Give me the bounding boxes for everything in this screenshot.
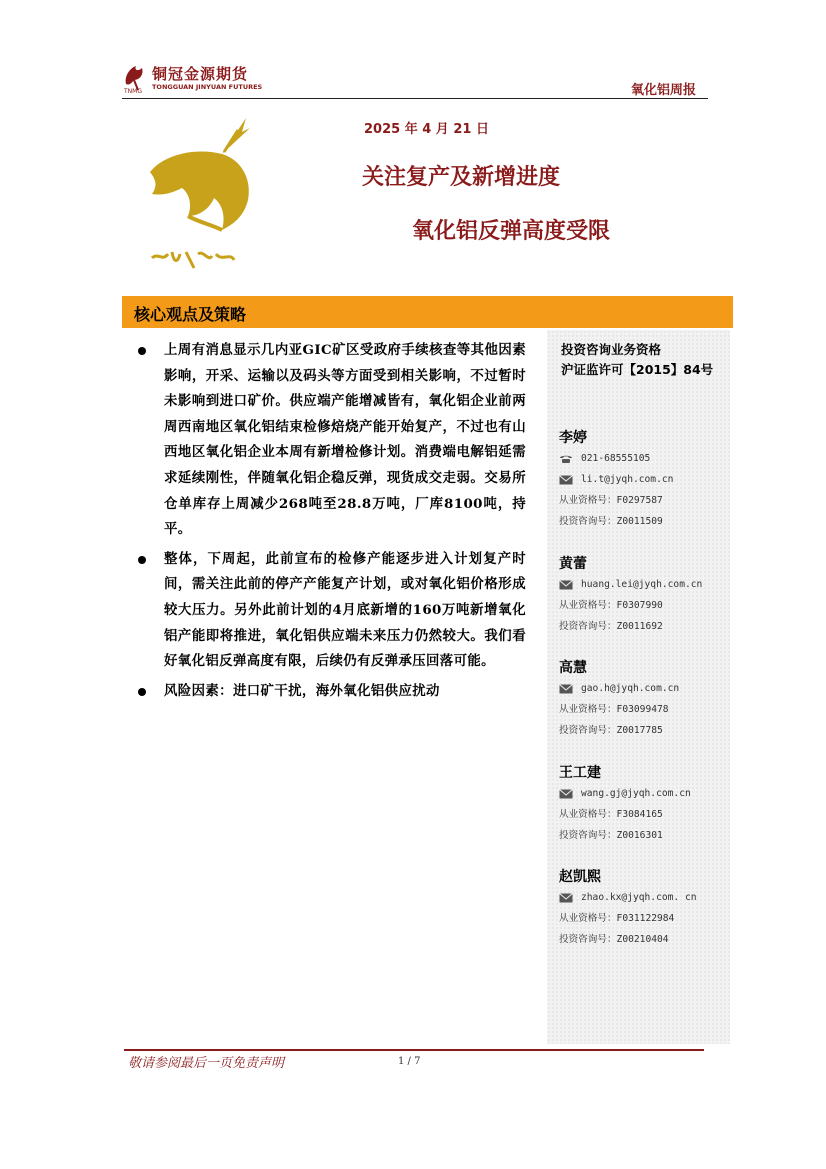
bullet-item: 上周有消息显示几内亚GIC矿区受政府手续核查等其他因素影响，开采、运输以及码头等方面受到相关影响，不过暂时未影响到进口矿价。供应端产能增减皆有，氧化铝企业前两周西南地区氧化铝结束检修焙烧产能开始复产，不过也有山西地区氧化铝企业本周有新增检修计划。消费端电解铝延需求延续刚性，伴随氧化铝企稳反弹，现货成交走弱。交易所仓单库存上周减少268吨至28.8万吨，厂库8100吨，持平。 (130, 338, 526, 543)
bullet-item: 风险因素：进口矿干扰，海外氧化铝供应扰动 (130, 679, 526, 705)
envelope-icon (559, 893, 573, 903)
analyst-card (559, 867, 727, 950)
analyst-advisory-no: 投资咨询号：Z0011509 (559, 516, 663, 527)
bullet-item: 整体，下周起，此前宣布的检修产能逐步进入计划复产时间，需关注此前的停产产能复产计划，或对氧化铝价格形成较大压力。另外此前计划的4月底新增的160万吨新增氧化铝产能即将推进，氧化铝供应端未来压力仍然较大。我们看好氧化铝反弹高度有限，后续仍有反弹承压回落可能。 (130, 547, 526, 675)
analyst-phone-row (559, 448, 727, 469)
envelope-icon (559, 789, 573, 799)
analyst-email[interactable]: gao.h@jyqh.com.cn (581, 683, 680, 694)
company-abbr: TNMG (124, 88, 142, 95)
bullet-dot-icon (138, 556, 146, 564)
report-title-line1: 关注复产及新增进度 (362, 165, 561, 190)
analyst-name: 赵凯熙 (559, 869, 601, 885)
analyst-email-row (559, 678, 727, 699)
analyst-name: 黄蕾 (559, 556, 587, 572)
analyst-practice-no: 从业资格号：F03099478 (559, 704, 669, 715)
license-number: 沪证监许可【2015】84号 (561, 362, 714, 377)
analyst-card (559, 763, 727, 846)
analyst-name: 高慧 (559, 660, 587, 676)
header-divider (122, 98, 708, 99)
page-number: 1 / 7 (398, 1056, 421, 1067)
analyst-email-row (559, 783, 727, 804)
key-points (130, 338, 526, 708)
analyst-card (559, 554, 727, 637)
analyst-email-row (559, 887, 727, 908)
company-name-cn: 铜冠金源期货 (152, 65, 249, 83)
report-date: 2025 年 4 月 21 日 (364, 122, 489, 137)
analyst-email[interactable]: huang.lei@jyqh.com.cn (581, 579, 703, 590)
bullet-dot-icon (138, 688, 146, 696)
analyst-practice-no: 从业资格号：F3084165 (559, 809, 663, 820)
envelope-icon (559, 580, 573, 590)
analyst-advisory-no: 投资咨询号：Z0016301 (559, 830, 663, 841)
company-emblem-icon (138, 112, 270, 284)
analyst-email[interactable]: zhao.kx@jyqh.com. cn (581, 892, 697, 903)
analyst-advisory-no: 投资咨询号：Z00210404 (559, 934, 669, 945)
analyst-email-row (559, 469, 727, 490)
analyst-email[interactable]: wang.gj@jyqh.com.cn (581, 788, 691, 799)
analyst-name: 李婷 (559, 430, 587, 446)
envelope-icon (559, 684, 573, 694)
report-title-line2: 氧化铝反弹高度受限 (412, 219, 611, 244)
disclaimer-note: 敬请参阅最后一页免责声明 (128, 1056, 285, 1071)
analyst-email-row (559, 574, 727, 595)
analyst-practice-no: 从业资格号：F0307990 (559, 600, 663, 611)
analyst-card (559, 658, 727, 741)
analyst-card (559, 428, 727, 532)
section-title: 核心观点及策略 (134, 305, 247, 324)
envelope-icon (559, 475, 573, 485)
footer-divider (124, 1049, 704, 1051)
analyst-practice-no: 从业资格号：F031122984 (559, 913, 675, 924)
bullet-dot-icon (138, 347, 146, 355)
analyst-name: 王工建 (559, 765, 601, 781)
analyst-practice-no: 从业资格号：F0297587 (559, 495, 663, 506)
report-type: 氧化铝周报 (630, 83, 696, 98)
analyst-phone: 021-68555105 (581, 453, 651, 464)
qualification-title: 投资咨询业务资格 (561, 342, 662, 357)
phone-icon (559, 454, 573, 464)
qualification-block (561, 340, 721, 380)
analyst-advisory-no: 投资咨询号：Z0011692 (559, 621, 663, 632)
company-name-en: TONGGUAN JINYUAN FUTURES (152, 83, 263, 91)
analyst-advisory-no: 投资咨询号：Z0017785 (559, 725, 663, 736)
analyst-email[interactable]: li.t@jyqh.com.cn (581, 474, 674, 485)
